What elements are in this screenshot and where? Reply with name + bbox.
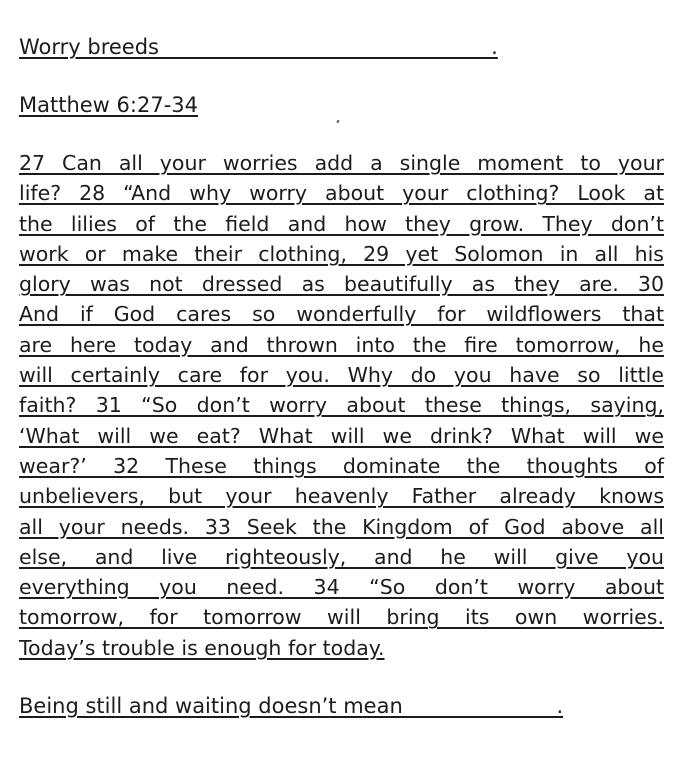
passage-line: work or make their clothing, 29 yet Solomon in all his xyxy=(19,241,664,266)
passage-line: glory was not dressed as beautifully as they are. 30 xyxy=(19,272,664,297)
passage-line: ‘What will we eat? What will we drink? What will we xyxy=(19,423,664,448)
passage-line: wear?’ 32 These things dominate the thoughts of xyxy=(19,453,664,478)
passage-line: unbelievers, but your heavenly Father already knows xyxy=(19,484,664,509)
passage-line: 27 Can all your worries add a single moment to your xyxy=(19,151,664,175)
passage-line: tomorrow, for tomorrow will bring its own worries. xyxy=(19,605,664,630)
scripture-passage xyxy=(19,148,664,663)
passage-line: Today’s trouble is enough for today. xyxy=(19,635,385,660)
passage-line: are here today and thrown into the fire tomorrow, he xyxy=(19,332,664,357)
worksheet-page xyxy=(19,0,664,761)
being-still-prompt: Being still and waiting doesn’t mean ______________. xyxy=(19,694,564,718)
passage-line: And if God cares so wonderfully for wildflowers that xyxy=(19,302,664,327)
passage-line: all your needs. 33 Seek the Kingdom of God above all xyxy=(19,514,664,539)
worry-breeds-prompt: Worry breeds _______________________________. xyxy=(19,35,498,59)
scripture-reference: Matthew 6:27-34 xyxy=(19,93,198,117)
passage-line: else, and live righteously, and he will give you xyxy=(19,544,664,569)
passage-line: faith? 31 “So don’t worry about these things, saying, xyxy=(19,393,664,418)
scan-speck xyxy=(336,120,339,124)
passage-line: the lilies of the field and how they grow. They don’t xyxy=(19,211,664,236)
passage-line: life? 28 “And why worry about your clothing? Look at xyxy=(19,181,664,206)
passage-line: will certainly care for you. Why do you have so little xyxy=(19,363,664,388)
passage-line: everything you need. 34 “So don’t worry about xyxy=(19,575,664,600)
